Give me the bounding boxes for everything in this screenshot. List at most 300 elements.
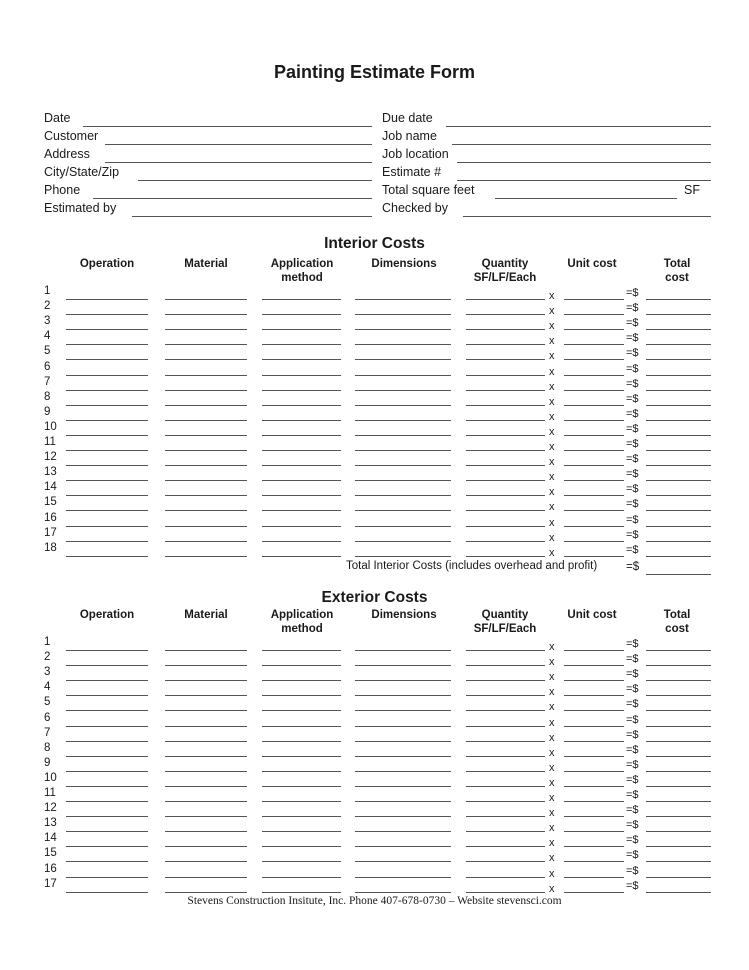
interior-operation-field[interactable] bbox=[66, 314, 148, 315]
interior-material-field[interactable] bbox=[165, 375, 247, 376]
exterior-total-cost-field[interactable] bbox=[646, 665, 711, 666]
interior-dimensions-field[interactable] bbox=[355, 526, 451, 527]
exterior-unit-cost-field[interactable] bbox=[564, 816, 624, 817]
interior-dimensions-field[interactable] bbox=[355, 375, 451, 376]
multiply-symbol: x bbox=[549, 717, 555, 729]
page-title: Painting Estimate Form bbox=[273, 62, 476, 82]
exterior-total-cost-field[interactable] bbox=[646, 741, 711, 742]
interior-quantity-field[interactable] bbox=[466, 314, 545, 315]
equals-dollar-symbol: =$ bbox=[626, 683, 639, 695]
interior-unit-cost-field[interactable] bbox=[564, 556, 624, 557]
field-input-job-location[interactable] bbox=[457, 162, 711, 163]
exterior-unit-cost-field[interactable] bbox=[564, 665, 624, 666]
exterior-operation-field[interactable] bbox=[66, 680, 148, 681]
interior-unit-cost-field[interactable] bbox=[564, 344, 624, 345]
equals-dollar-symbol: =$ bbox=[626, 819, 639, 831]
exterior-quantity-field[interactable] bbox=[466, 846, 545, 847]
exterior-total-cost-field[interactable] bbox=[646, 710, 711, 711]
interior-application-method-field[interactable] bbox=[262, 541, 341, 542]
column-header-text: Operation bbox=[79, 609, 135, 621]
exterior-material-field[interactable] bbox=[165, 756, 247, 757]
interior-application-method-field[interactable] bbox=[262, 375, 341, 376]
exterior-total-cost-field[interactable] bbox=[646, 756, 711, 757]
interior-total-cost-field[interactable] bbox=[646, 314, 711, 315]
interior-dimensions-field[interactable] bbox=[355, 314, 451, 315]
field-input-estimated-by[interactable] bbox=[132, 216, 372, 217]
interior-dimensions-field[interactable] bbox=[355, 405, 451, 406]
exterior-application-method-field[interactable] bbox=[262, 816, 341, 817]
field-input-phone[interactable] bbox=[93, 198, 372, 199]
interior-application-method-field[interactable] bbox=[262, 299, 341, 300]
exterior-dimensions-field[interactable] bbox=[355, 831, 451, 832]
interior-dimensions-field[interactable] bbox=[355, 329, 451, 330]
interior-dimensions-field[interactable] bbox=[355, 420, 451, 421]
field-input-estimate-[interactable] bbox=[457, 180, 711, 181]
exterior-total-cost-field[interactable] bbox=[646, 816, 711, 817]
equals-dollar-symbol: =$ bbox=[626, 378, 639, 390]
exterior-application-method-field[interactable] bbox=[262, 846, 341, 847]
field-input-address[interactable] bbox=[105, 162, 372, 163]
exterior-unit-cost-field[interactable] bbox=[564, 650, 624, 651]
interior-operation-field[interactable] bbox=[66, 435, 148, 436]
row-number: 17 bbox=[44, 878, 57, 890]
interior-operation-field[interactable] bbox=[66, 465, 148, 466]
interior-total-cost-field[interactable] bbox=[646, 420, 711, 421]
interior-quantity-field[interactable] bbox=[466, 510, 545, 511]
interior-unit-cost-field[interactable] bbox=[564, 329, 624, 330]
interior-quantity-field[interactable] bbox=[466, 299, 545, 300]
multiply-symbol: x bbox=[549, 456, 555, 468]
exterior-operation-field[interactable] bbox=[66, 695, 148, 696]
column-header-text: Dimensions bbox=[371, 258, 437, 270]
exterior-operation-field[interactable] bbox=[66, 756, 148, 757]
exterior-quantity-field[interactable] bbox=[466, 726, 545, 727]
interior-dimensions-field[interactable] bbox=[355, 435, 451, 436]
interior-operation-field[interactable] bbox=[66, 450, 148, 451]
exterior-unit-cost-field[interactable] bbox=[564, 680, 624, 681]
interior-unit-cost-field[interactable] bbox=[564, 390, 624, 391]
exterior-dimensions-field[interactable] bbox=[355, 650, 451, 651]
interior-operation-field[interactable] bbox=[66, 480, 148, 481]
equals-dollar-symbol: =$ bbox=[626, 849, 639, 861]
interior-unit-cost-field[interactable] bbox=[564, 435, 624, 436]
exterior-application-method-field[interactable] bbox=[262, 786, 341, 787]
exterior-total-cost-field[interactable] bbox=[646, 695, 711, 696]
interior-material-field[interactable] bbox=[165, 495, 247, 496]
exterior-operation-field[interactable] bbox=[66, 801, 148, 802]
interior-quantity-field[interactable] bbox=[466, 465, 545, 466]
interior-material-field[interactable] bbox=[165, 329, 247, 330]
exterior-operation-field[interactable] bbox=[66, 846, 148, 847]
exterior-application-method-field[interactable] bbox=[262, 665, 341, 666]
exterior-quantity-field[interactable] bbox=[466, 861, 545, 862]
exterior-material-field[interactable] bbox=[165, 861, 247, 862]
exterior-quantity-field[interactable] bbox=[466, 710, 545, 711]
interior-material-field[interactable] bbox=[165, 435, 247, 436]
exterior-application-method-field[interactable] bbox=[262, 726, 341, 727]
interior-total-cost-field[interactable] bbox=[646, 450, 711, 451]
interior-operation-field[interactable] bbox=[66, 405, 148, 406]
exterior-dimensions-field[interactable] bbox=[355, 861, 451, 862]
interior-total-cost-field[interactable] bbox=[646, 390, 711, 391]
exterior-operation-field[interactable] bbox=[66, 650, 148, 651]
column-header-text: Total bbox=[663, 609, 691, 621]
equals-dollar-symbol: =$ bbox=[626, 729, 639, 741]
interior-material-field[interactable] bbox=[165, 480, 247, 481]
interior-quantity-field[interactable] bbox=[466, 526, 545, 527]
interior-section-title: Interior Costs bbox=[324, 235, 425, 252]
exterior-application-method-field[interactable] bbox=[262, 695, 341, 696]
exterior-application-method-field[interactable] bbox=[262, 756, 341, 757]
field-input-job-name[interactable] bbox=[452, 144, 711, 145]
interior-quantity-field[interactable] bbox=[466, 359, 545, 360]
interior-total-cost-field[interactable] bbox=[646, 344, 711, 345]
interior-dimensions-field[interactable] bbox=[355, 359, 451, 360]
column-header-text: Dimensions bbox=[371, 609, 437, 621]
interior-material-field[interactable] bbox=[165, 556, 247, 557]
exterior-application-method-field[interactable] bbox=[262, 710, 341, 711]
exterior-unit-cost-field[interactable] bbox=[564, 756, 624, 757]
interior-operation-field[interactable] bbox=[66, 495, 148, 496]
interior-quantity-field[interactable] bbox=[466, 435, 545, 436]
interior-operation-field[interactable] bbox=[66, 329, 148, 330]
exterior-dimensions-field[interactable] bbox=[355, 771, 451, 772]
interior-material-field[interactable] bbox=[165, 450, 247, 451]
interior-application-method-field[interactable] bbox=[262, 526, 341, 527]
exterior-total-cost-field[interactable] bbox=[646, 892, 711, 893]
exterior-dimensions-field[interactable] bbox=[355, 726, 451, 727]
field-input-date[interactable] bbox=[83, 126, 372, 127]
exterior-total-cost-field[interactable] bbox=[646, 650, 711, 651]
exterior-material-field[interactable] bbox=[165, 695, 247, 696]
interior-material-field[interactable] bbox=[165, 299, 247, 300]
exterior-quantity-field[interactable] bbox=[466, 801, 545, 802]
row-number: 14 bbox=[44, 481, 57, 493]
row-number: 15 bbox=[44, 847, 57, 859]
interior-unit-cost-field[interactable] bbox=[564, 541, 624, 542]
exterior-dimensions-field[interactable] bbox=[355, 801, 451, 802]
field-input-due-date[interactable] bbox=[446, 126, 711, 127]
exterior-dimensions-field[interactable] bbox=[355, 695, 451, 696]
interior-material-field[interactable] bbox=[165, 420, 247, 421]
multiply-symbol: x bbox=[549, 852, 555, 864]
exterior-material-field[interactable] bbox=[165, 710, 247, 711]
interior-application-method-field[interactable] bbox=[262, 510, 341, 511]
row-number: 13 bbox=[44, 817, 57, 829]
exterior-material-field[interactable] bbox=[165, 892, 247, 893]
interior-application-method-field[interactable] bbox=[262, 465, 341, 466]
exterior-unit-cost-field[interactable] bbox=[564, 741, 624, 742]
row-number: 7 bbox=[44, 727, 51, 739]
exterior-dimensions-field[interactable] bbox=[355, 846, 451, 847]
equals-dollar-symbol: =$ bbox=[626, 544, 639, 556]
exterior-material-field[interactable] bbox=[165, 771, 247, 772]
interior-application-method-field[interactable] bbox=[262, 420, 341, 421]
exterior-dimensions-field[interactable] bbox=[355, 756, 451, 757]
column-header-text: Operation bbox=[79, 258, 135, 270]
interior-total-cost-field[interactable] bbox=[646, 359, 711, 360]
field-label-city-state-zip: City/State/Zip bbox=[44, 165, 120, 179]
exterior-application-method-field[interactable] bbox=[262, 801, 341, 802]
exterior-application-method-field[interactable] bbox=[262, 680, 341, 681]
exterior-total-cost-field[interactable] bbox=[646, 801, 711, 802]
interior-operation-field[interactable] bbox=[66, 299, 148, 300]
row-number: 9 bbox=[44, 406, 51, 418]
column-header-quantity bbox=[455, 257, 555, 285]
interior-total-cost-field[interactable] bbox=[646, 329, 711, 330]
exterior-material-field[interactable] bbox=[165, 650, 247, 651]
exterior-total-cost-field[interactable] bbox=[646, 726, 711, 727]
exterior-quantity-field[interactable] bbox=[466, 695, 545, 696]
exterior-operation-field[interactable] bbox=[66, 877, 148, 878]
exterior-material-field[interactable] bbox=[165, 665, 247, 666]
interior-dimensions-field[interactable] bbox=[355, 541, 451, 542]
exterior-total-cost-field[interactable] bbox=[646, 861, 711, 862]
interior-total-cost-field[interactable] bbox=[646, 495, 711, 496]
column-header-text: method bbox=[281, 623, 323, 635]
exterior-unit-cost-field[interactable] bbox=[564, 861, 624, 862]
exterior-material-field[interactable] bbox=[165, 816, 247, 817]
exterior-material-field[interactable] bbox=[165, 786, 247, 787]
exterior-dimensions-field[interactable] bbox=[355, 816, 451, 817]
exterior-application-method-field[interactable] bbox=[262, 771, 341, 772]
interior-unit-cost-field[interactable] bbox=[564, 526, 624, 527]
interior-quantity-field[interactable] bbox=[466, 556, 545, 557]
equals-dollar-symbol: =$ bbox=[626, 774, 639, 786]
interior-material-field[interactable] bbox=[165, 359, 247, 360]
exterior-unit-cost-field[interactable] bbox=[564, 695, 624, 696]
column-header-text: Application bbox=[270, 258, 334, 270]
interior-total-cost-field[interactable] bbox=[646, 541, 711, 542]
interior-total-cost-field[interactable] bbox=[646, 480, 711, 481]
exterior-total-cost-field[interactable] bbox=[646, 877, 711, 878]
exterior-operation-field[interactable] bbox=[66, 892, 148, 893]
exterior-operation-field[interactable] bbox=[66, 710, 148, 711]
exterior-operation-field[interactable] bbox=[66, 665, 148, 666]
interior-operation-field[interactable] bbox=[66, 556, 148, 557]
exterior-application-method-field[interactable] bbox=[262, 741, 341, 742]
interior-total-cost-field[interactable] bbox=[646, 556, 711, 557]
interior-material-field[interactable] bbox=[165, 510, 247, 511]
exterior-dimensions-field[interactable] bbox=[355, 892, 451, 893]
exterior-dimensions-field[interactable] bbox=[355, 786, 451, 787]
interior-dimensions-field[interactable] bbox=[355, 556, 451, 557]
interior-unit-cost-field[interactable] bbox=[564, 375, 624, 376]
exterior-material-field[interactable] bbox=[165, 726, 247, 727]
exterior-operation-field[interactable] bbox=[66, 786, 148, 787]
exterior-unit-cost-field[interactable] bbox=[564, 786, 624, 787]
interior-operation-field[interactable] bbox=[66, 420, 148, 421]
interior-application-method-field[interactable] bbox=[262, 390, 341, 391]
interior-dimensions-field[interactable] bbox=[355, 510, 451, 511]
exterior-material-field[interactable] bbox=[165, 680, 247, 681]
interior-operation-field[interactable] bbox=[66, 375, 148, 376]
interior-application-method-field[interactable] bbox=[262, 359, 341, 360]
interior-operation-field[interactable] bbox=[66, 390, 148, 391]
interior-material-field[interactable] bbox=[165, 390, 247, 391]
interior-operation-field[interactable] bbox=[66, 344, 148, 345]
multiply-symbol: x bbox=[549, 641, 555, 653]
interior-dimensions-field[interactable] bbox=[355, 299, 451, 300]
exterior-operation-field[interactable] bbox=[66, 771, 148, 772]
interior-unit-cost-field[interactable] bbox=[564, 480, 624, 481]
interior-unit-cost-field[interactable] bbox=[564, 450, 624, 451]
interior-application-method-field[interactable] bbox=[262, 480, 341, 481]
interior-quantity-field[interactable] bbox=[466, 480, 545, 481]
interior-unit-cost-field[interactable] bbox=[564, 495, 624, 496]
exterior-unit-cost-field[interactable] bbox=[564, 846, 624, 847]
interior-quantity-field[interactable] bbox=[466, 390, 545, 391]
exterior-section-title: Exterior Costs bbox=[321, 589, 428, 606]
interior-operation-field[interactable] bbox=[66, 510, 148, 511]
field-input-total-square-feet[interactable] bbox=[495, 198, 677, 199]
interior-total-cost-field[interactable] bbox=[646, 435, 711, 436]
exterior-quantity-field[interactable] bbox=[466, 816, 545, 817]
interior-material-field[interactable] bbox=[165, 405, 247, 406]
interior-material-field[interactable] bbox=[165, 526, 247, 527]
interior-material-field[interactable] bbox=[165, 314, 247, 315]
exterior-material-field[interactable] bbox=[165, 846, 247, 847]
interior-operation-field[interactable] bbox=[66, 526, 148, 527]
row-number: 13 bbox=[44, 466, 57, 478]
column-header-text: method bbox=[281, 272, 323, 284]
interior-total-cost-field[interactable] bbox=[646, 465, 711, 466]
interior-application-method-field[interactable] bbox=[262, 556, 341, 557]
exterior-application-method-field[interactable] bbox=[262, 861, 341, 862]
interior-dimensions-field[interactable] bbox=[355, 450, 451, 451]
interior-total-cost-field[interactable] bbox=[646, 299, 711, 300]
exterior-unit-cost-field[interactable] bbox=[564, 726, 624, 727]
interior-total-cost-field[interactable] bbox=[646, 405, 711, 406]
interior-quantity-field[interactable] bbox=[466, 405, 545, 406]
interior-unit-cost-field[interactable] bbox=[564, 359, 624, 360]
interior-dimensions-field[interactable] bbox=[355, 344, 451, 345]
interior-operation-field[interactable] bbox=[66, 359, 148, 360]
exterior-total-cost-field[interactable] bbox=[646, 771, 711, 772]
interior-quantity-field[interactable] bbox=[466, 541, 545, 542]
exterior-unit-cost-field[interactable] bbox=[564, 877, 624, 878]
interior-application-method-field[interactable] bbox=[262, 435, 341, 436]
exterior-dimensions-field[interactable] bbox=[355, 741, 451, 742]
interior-dimensions-field[interactable] bbox=[355, 495, 451, 496]
interior-quantity-field[interactable] bbox=[466, 344, 545, 345]
exterior-unit-cost-field[interactable] bbox=[564, 801, 624, 802]
exterior-operation-field[interactable] bbox=[66, 861, 148, 862]
row-number: 4 bbox=[44, 330, 51, 342]
exterior-quantity-field[interactable] bbox=[466, 665, 545, 666]
exterior-unit-cost-field[interactable] bbox=[564, 771, 624, 772]
field-label-total-square-feet: Total square feet bbox=[382, 183, 475, 197]
interior-material-field[interactable] bbox=[165, 541, 247, 542]
interior-application-method-field[interactable] bbox=[262, 495, 341, 496]
interior-operation-field[interactable] bbox=[66, 541, 148, 542]
exterior-operation-field[interactable] bbox=[66, 741, 148, 742]
column-header-dimensions bbox=[354, 608, 454, 622]
column-header-operation bbox=[57, 608, 157, 622]
column-header-material bbox=[156, 608, 256, 622]
multiply-symbol: x bbox=[549, 350, 555, 362]
exterior-material-field[interactable] bbox=[165, 877, 247, 878]
interior-unit-cost-field[interactable] bbox=[564, 405, 624, 406]
interior-unit-cost-field[interactable] bbox=[564, 510, 624, 511]
interior-quantity-field[interactable] bbox=[466, 450, 545, 451]
exterior-material-field[interactable] bbox=[165, 741, 247, 742]
exterior-unit-cost-field[interactable] bbox=[564, 892, 624, 893]
exterior-quantity-field[interactable] bbox=[466, 892, 545, 893]
exterior-quantity-field[interactable] bbox=[466, 877, 545, 878]
field-input-city-state-zip[interactable] bbox=[138, 180, 372, 181]
exterior-application-method-field[interactable] bbox=[262, 650, 341, 651]
exterior-dimensions-field[interactable] bbox=[355, 877, 451, 878]
interior-unit-cost-field[interactable] bbox=[564, 465, 624, 466]
exterior-unit-cost-field[interactable] bbox=[564, 710, 624, 711]
exterior-application-method-field[interactable] bbox=[262, 892, 341, 893]
row-number: 8 bbox=[44, 391, 51, 403]
exterior-operation-field[interactable] bbox=[66, 726, 148, 727]
interior-total-field[interactable] bbox=[646, 574, 711, 575]
exterior-quantity-field[interactable] bbox=[466, 650, 545, 651]
field-input-checked-by[interactable] bbox=[463, 216, 711, 217]
interior-material-field[interactable] bbox=[165, 344, 247, 345]
interior-unit-cost-field[interactable] bbox=[564, 420, 624, 421]
column-header-text: SF/LF/Each bbox=[473, 272, 537, 284]
interior-quantity-field[interactable] bbox=[466, 420, 545, 421]
exterior-quantity-field[interactable] bbox=[466, 831, 545, 832]
exterior-total-cost-field[interactable] bbox=[646, 831, 711, 832]
interior-application-method-field[interactable] bbox=[262, 329, 341, 330]
interior-unit-cost-field[interactable] bbox=[564, 314, 624, 315]
interior-dimensions-field[interactable] bbox=[355, 465, 451, 466]
interior-application-method-field[interactable] bbox=[262, 450, 341, 451]
exterior-application-method-field[interactable] bbox=[262, 831, 341, 832]
exterior-quantity-field[interactable] bbox=[466, 756, 545, 757]
exterior-quantity-field[interactable] bbox=[466, 741, 545, 742]
interior-application-method-field[interactable] bbox=[262, 344, 341, 345]
multiply-symbol: x bbox=[549, 290, 555, 302]
interior-application-method-field[interactable] bbox=[262, 405, 341, 406]
interior-total-cost-field[interactable] bbox=[646, 510, 711, 511]
exterior-total-cost-field[interactable] bbox=[646, 680, 711, 681]
interior-dimensions-field[interactable] bbox=[355, 480, 451, 481]
column-header-text: SF/LF/Each bbox=[473, 623, 537, 635]
interior-quantity-field[interactable] bbox=[466, 495, 545, 496]
exterior-dimensions-field[interactable] bbox=[355, 710, 451, 711]
exterior-operation-field[interactable] bbox=[66, 831, 148, 832]
interior-dimensions-field[interactable] bbox=[355, 390, 451, 391]
multiply-symbol: x bbox=[549, 807, 555, 819]
interior-unit-cost-field[interactable] bbox=[564, 299, 624, 300]
exterior-dimensions-field[interactable] bbox=[355, 680, 451, 681]
exterior-quantity-field[interactable] bbox=[466, 771, 545, 772]
exterior-unit-cost-field[interactable] bbox=[564, 831, 624, 832]
exterior-total-cost-field[interactable] bbox=[646, 846, 711, 847]
interior-total-cost-field[interactable] bbox=[646, 526, 711, 527]
interior-quantity-field[interactable] bbox=[466, 375, 545, 376]
exterior-material-field[interactable] bbox=[165, 801, 247, 802]
interior-quantity-field[interactable] bbox=[466, 329, 545, 330]
interior-total-cost-field[interactable] bbox=[646, 375, 711, 376]
interior-application-method-field[interactable] bbox=[262, 314, 341, 315]
exterior-quantity-field[interactable] bbox=[466, 680, 545, 681]
exterior-material-field[interactable] bbox=[165, 831, 247, 832]
field-input-customer[interactable] bbox=[105, 144, 372, 145]
exterior-operation-field[interactable] bbox=[66, 816, 148, 817]
exterior-application-method-field[interactable] bbox=[262, 877, 341, 878]
interior-material-field[interactable] bbox=[165, 465, 247, 466]
exterior-total-cost-field[interactable] bbox=[646, 786, 711, 787]
exterior-quantity-field[interactable] bbox=[466, 786, 545, 787]
exterior-dimensions-field[interactable] bbox=[355, 665, 451, 666]
